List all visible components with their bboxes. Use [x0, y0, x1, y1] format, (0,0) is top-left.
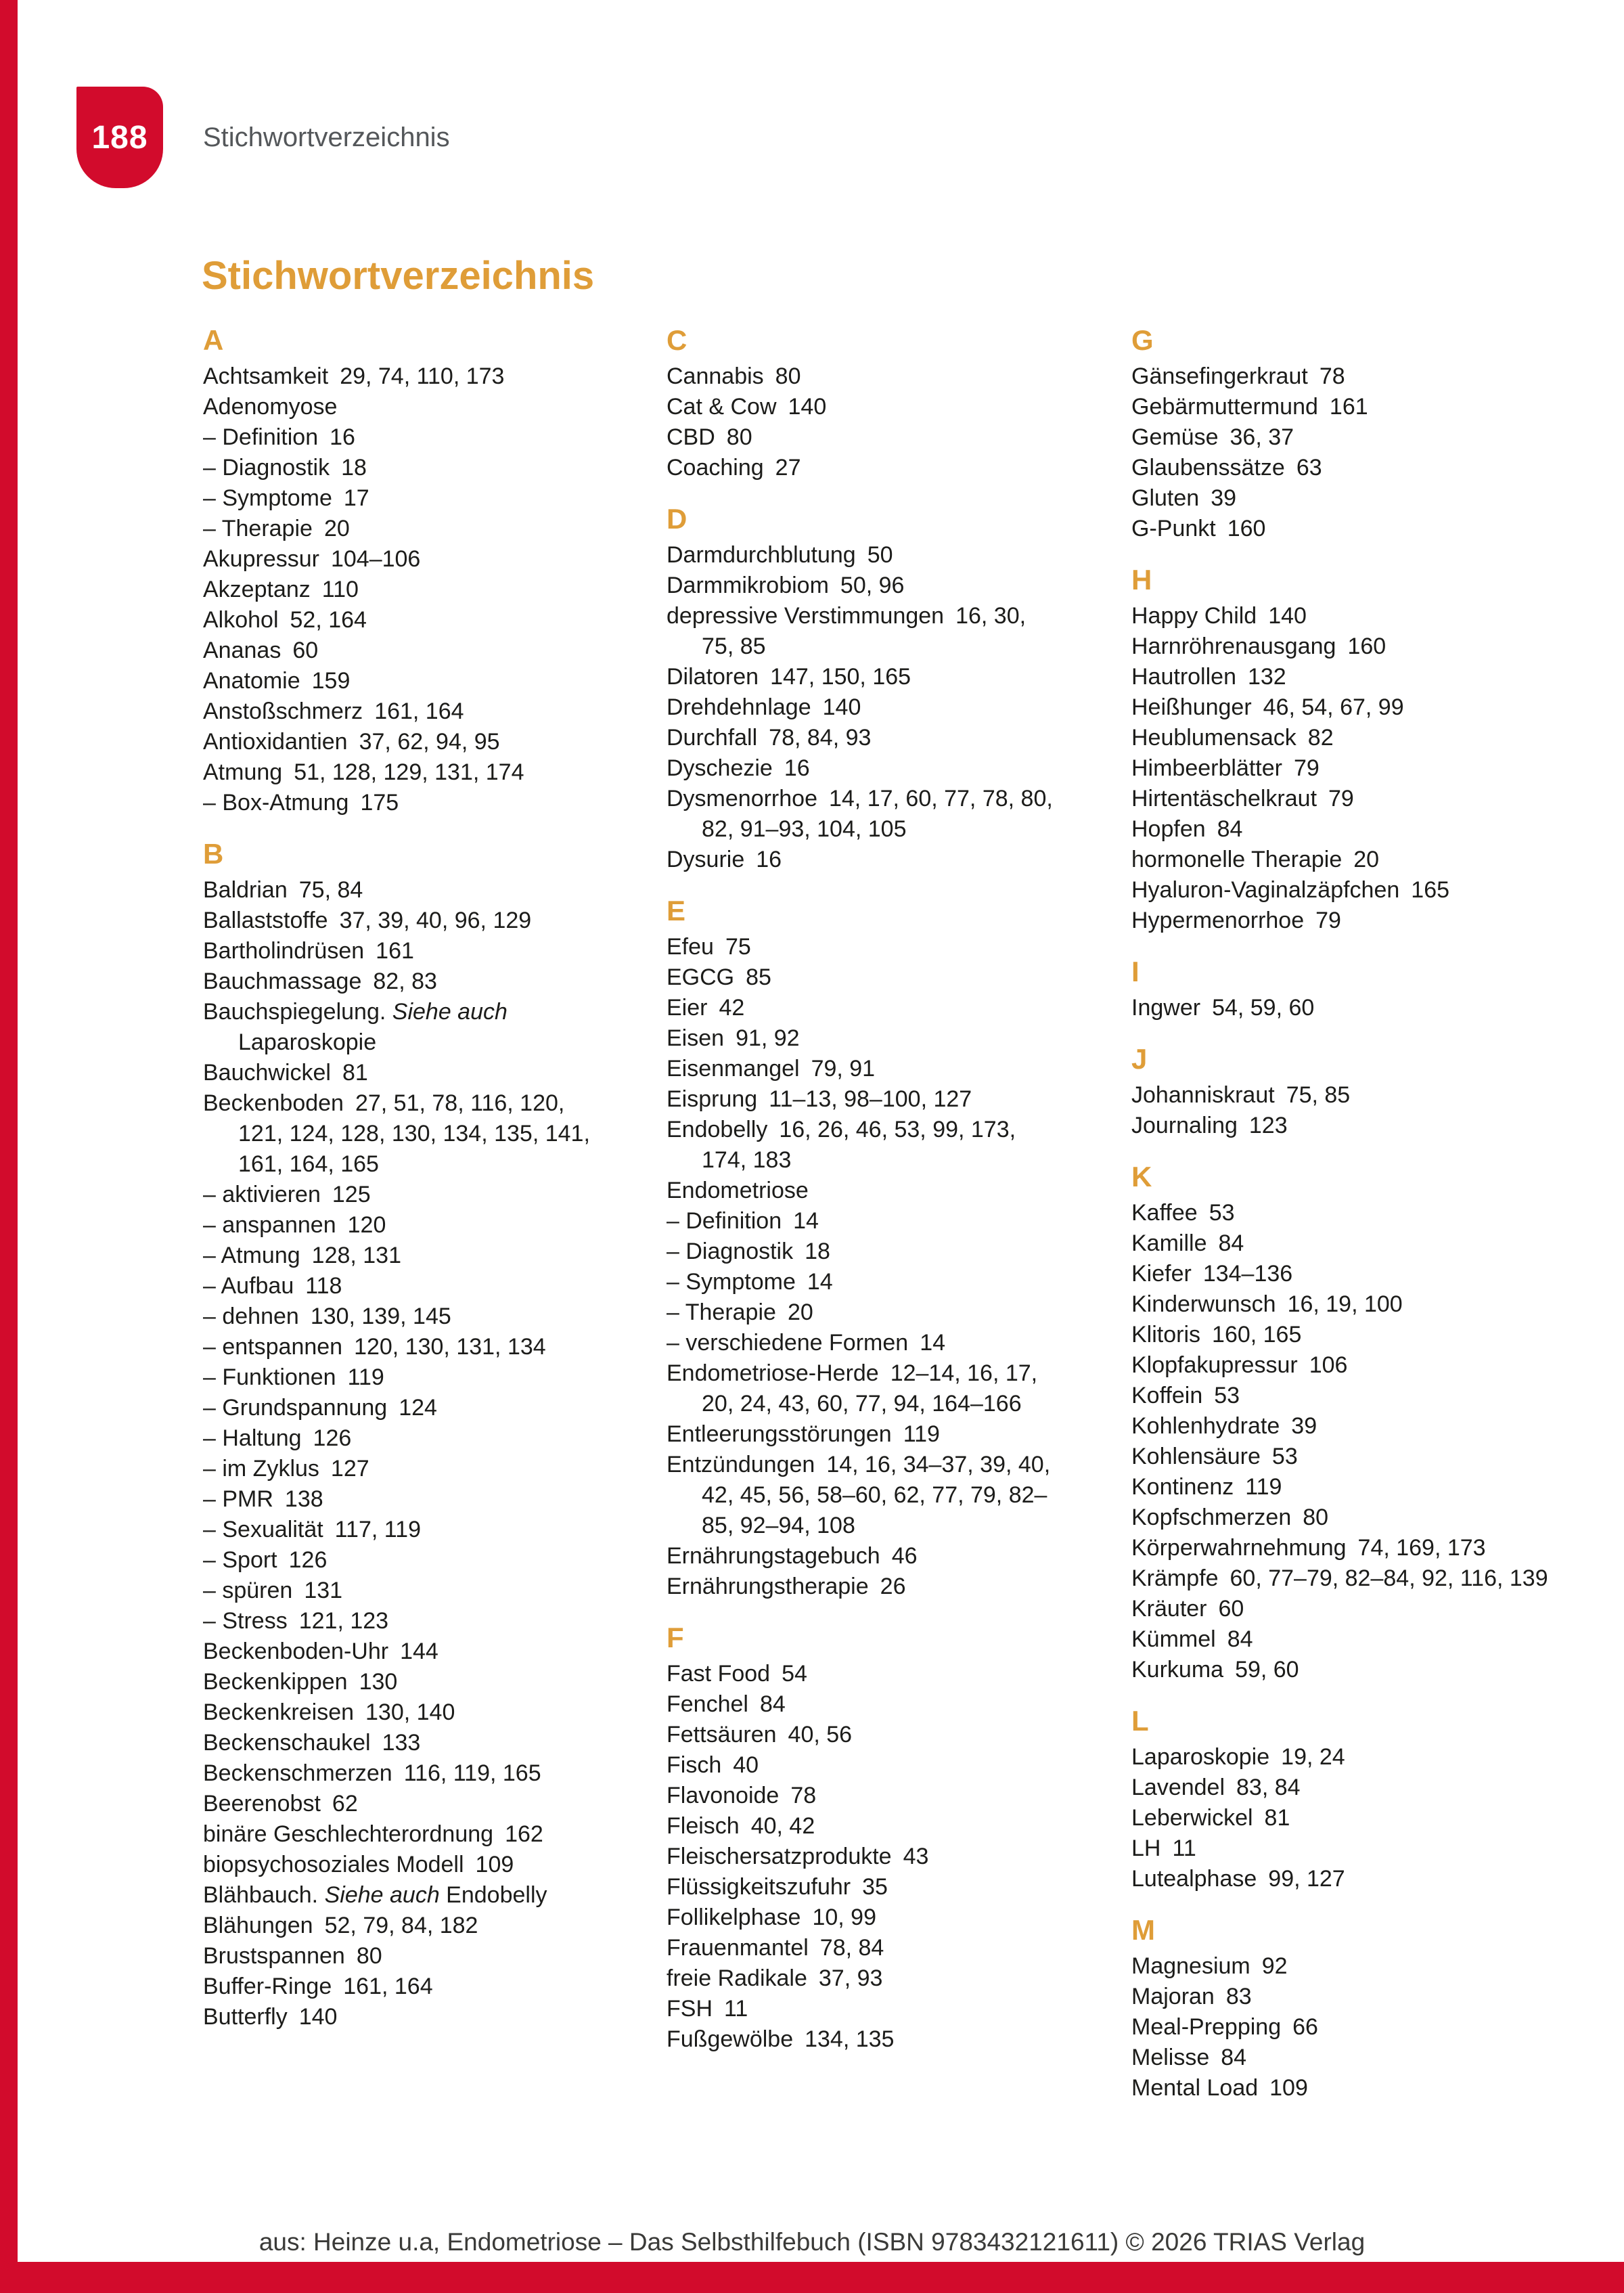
index-entry: hormonelle Therapie 20 [1131, 847, 1380, 872]
index-entry: Beckenschmerzen 116, 119, 165 [203, 1760, 541, 1786]
index-entry: Leberwickel 81 [1131, 1805, 1290, 1831]
index-entry: – anspannen 120 [203, 1212, 386, 1238]
index-entry: Beckenkippen 130 [203, 1669, 398, 1695]
index-entry: Eier 42 [667, 995, 745, 1021]
index-entry: EGCG 85 [667, 964, 771, 990]
index-entry: Heißhunger 46, 54, 67, 99 [1131, 694, 1404, 720]
index-section-f [667, 1621, 1062, 2055]
index-entry: Buffer-Ringe 161, 164 [203, 1974, 433, 1999]
index-entry: Laparoskopie 19, 24 [1131, 1744, 1345, 1770]
index-entry: freie Radikale 37, 93 [667, 1965, 883, 1991]
index-entry: Ingwer 54, 59, 60 [1131, 995, 1315, 1021]
index-entry: Kopfschmerzen 80 [1131, 1505, 1329, 1530]
index-entry: Kinderwunsch 16, 19, 100 [1131, 1291, 1403, 1317]
page-number-badge [76, 87, 163, 188]
index-entry: Gluten 39 [1131, 485, 1237, 511]
index-entry: Fettsäuren 40, 56 [667, 1722, 853, 1747]
running-head: Stichwortverzeichnis [203, 123, 450, 152]
index-entry: Ananas 60 [203, 638, 319, 663]
index-entry: – aktivieren 125 [203, 1182, 371, 1207]
index-entry: – Sexualität 117, 119 [203, 1517, 421, 1542]
index-entry: Follikelphase 10, 99 [667, 1905, 876, 1930]
page-number: 188 [91, 119, 148, 156]
index-entry: Alkohol 52, 164 [203, 607, 367, 633]
index-entry: – Diagnostik 18 [203, 455, 367, 481]
index-entry: Ballaststoffe 37, 39, 40, 96, 129 [203, 908, 532, 933]
index-entry: Drehdehnlage 140 [667, 694, 861, 720]
index-entry: Dysurie 16 [667, 847, 782, 872]
index-entry: Ernährungstagebuch 46 [667, 1543, 918, 1569]
index-section-e [667, 894, 1062, 1602]
index-entry: – entspannen 120, 130, 131, 134 [203, 1334, 546, 1360]
index-entry: Flüssigkeitszufuhr 35 [667, 1874, 888, 1900]
index-entry: FSH 11 [667, 1996, 748, 2022]
index-section-a [203, 324, 599, 818]
index-entry: Meal-Prepping 66 [1131, 2014, 1318, 2040]
section-letter: L [1131, 1705, 1149, 1737]
index-entry: Blähungen 52, 79, 84, 182 [203, 1913, 478, 1938]
index-entry: – Definition 16 [203, 424, 355, 450]
section-letter: K [1131, 1161, 1152, 1193]
index-entry: Klopfakupressur 106 [1131, 1352, 1348, 1378]
index-entry: Fenchel 84 [667, 1691, 786, 1717]
index-entry: Akupressur 104–106 [203, 546, 421, 572]
index-entry: Fast Food 54 [667, 1661, 807, 1687]
index-entry: Ernährungstherapie 26 [667, 1574, 906, 1599]
index-entry: – PMR 138 [203, 1486, 323, 1512]
section-letter: M [1131, 1914, 1155, 1946]
index-entry: Anstoßschmerz 161, 164 [203, 698, 464, 724]
index-entry: Glaubenssätze 63 [1131, 455, 1322, 481]
index-entry: Coaching 27 [667, 455, 801, 481]
bottom-accent-bar [0, 2262, 1624, 2293]
index-entry: Majoran 83 [1131, 1984, 1252, 2009]
index-entry: Himbeerblätter 79 [1131, 755, 1320, 781]
index-entry: Beckenboden-Uhr 144 [203, 1639, 438, 1664]
section-letter: I [1131, 956, 1140, 987]
section-letter: D [667, 503, 687, 535]
index-entry: Kaffee 53 [1131, 1200, 1235, 1226]
index-entry: Darmmikrobiom 50, 96 [667, 573, 905, 598]
index-column-3 [1131, 324, 1564, 2103]
index-section-g [1131, 324, 1564, 544]
index-entry: Blähbauch. Siehe auch Endobelly [203, 1882, 547, 1908]
index-entry: Eisen 91, 92 [667, 1025, 800, 1051]
index-entry: Beckenschaukel 133 [203, 1730, 421, 1756]
index-entry: – spüren 131 [203, 1578, 343, 1603]
index-entry: – Aufbau 118 [203, 1273, 342, 1299]
index-entry: Hyaluron-Vaginalzäpfchen 165 [1131, 877, 1450, 903]
index-section-i [1131, 955, 1564, 1023]
index-entry: Dilatoren 147, 150, 165 [667, 664, 911, 690]
left-accent-bar [0, 0, 18, 2293]
index-entry: Achtsamkeit 29, 74, 110, 173 [203, 363, 505, 389]
index-entry: Melisse 84 [1131, 2045, 1247, 2070]
index-entry: – Symptome 14 [667, 1269, 833, 1295]
index-section-m [1131, 1913, 1564, 2103]
index-entry: Flavonoide 78 [667, 1783, 817, 1808]
index-section-h [1131, 563, 1564, 936]
index-entry: Atmung 51, 128, 129, 131, 174 [203, 759, 524, 785]
index-entry: – Box-Atmung 175 [203, 790, 399, 816]
index-entry: Brustspannen 80 [203, 1943, 382, 1969]
index-entry: Lutealphase 99, 127 [1131, 1866, 1345, 1892]
index-entry: Efeu 75 [667, 934, 751, 960]
section-letter: H [1131, 564, 1152, 596]
index-entry: Kohlensäure 53 [1131, 1444, 1298, 1469]
index-entry: – Definition 14 [667, 1208, 819, 1234]
index-entry: Körperwahrnehmung 74, 169, 173 [1131, 1535, 1486, 1561]
index-entry: Fleisch 40, 42 [667, 1813, 815, 1839]
section-letter: J [1131, 1043, 1148, 1075]
index-entry: Kontinenz 119 [1131, 1474, 1282, 1500]
index-entry: Dysmenorrhoe 14, 17, 60, 77, 78, 80, 82, 91–93, 104, 105 [667, 786, 1053, 842]
index-section-d [667, 502, 1062, 875]
index-entry: Beckenboden 27, 51, 78, 116, 120, 121, 124, 128, 130, 134, 135, 141, 161, 164, 165 [203, 1090, 590, 1177]
index-entry: binäre Geschlechterordnung 162 [203, 1821, 543, 1847]
index-entry: Heublumensack 82 [1131, 725, 1334, 751]
index-entry: Endobelly 16, 26, 46, 53, 99, 173, 174, 183 [667, 1117, 1016, 1173]
index-entry: Frauenmantel 78, 84 [667, 1935, 884, 1961]
index-entry: Gänsefingerkraut 78 [1131, 363, 1345, 389]
index-entry: Entleerungsstörungen 119 [667, 1421, 940, 1447]
index-entry: Durchfall 78, 84, 93 [667, 725, 872, 751]
index-entry: Koffein 53 [1131, 1383, 1240, 1408]
index-entry: Entzündungen 14, 16, 34–37, 39, 40, 42, 45, 56, 58–60, 62, 77, 79, 82–85, 92–94, 108 [667, 1452, 1051, 1538]
index-entry: Endometriose [667, 1178, 809, 1203]
index-entry: Johanniskraut 75, 85 [1131, 1082, 1351, 1108]
index-column-2 [667, 324, 1062, 2055]
index-entry: Kiefer 134–136 [1131, 1261, 1293, 1287]
index-entry: Fußgewölbe 134, 135 [667, 2026, 895, 2052]
index-entry: Kohlenhydrate 39 [1131, 1413, 1317, 1439]
index-entry: G-Punkt 160 [1131, 516, 1266, 541]
section-letter: E [667, 895, 686, 927]
index-section-j [1131, 1042, 1564, 1141]
index-entry: Eisprung 11–13, 98–100, 127 [667, 1086, 972, 1112]
index-entry: Bartholindrüsen 161 [203, 938, 414, 964]
index-entry: Hirtentäschelkraut 79 [1131, 786, 1354, 811]
index-entry: – Haltung 126 [203, 1425, 352, 1451]
index-entry: – Stress 121, 123 [203, 1608, 389, 1634]
index-entry: Kurkuma 59, 60 [1131, 1657, 1299, 1683]
section-letter: G [1131, 324, 1154, 356]
index-entry: Butterfly 140 [203, 2004, 338, 2030]
index-section-l [1131, 1704, 1564, 1894]
index-entry: – im Zyklus 127 [203, 1456, 369, 1482]
index-entry: – Funktionen 119 [203, 1364, 384, 1390]
index-entry: Lavendel 83, 84 [1131, 1775, 1301, 1800]
index-entry: Adenomyose [203, 394, 338, 420]
section-letter: B [203, 838, 224, 870]
index-entry: Cannabis 80 [667, 363, 801, 389]
index-entry: Endometriose-Herde 12–14, 16, 17, 20, 24, 43, 60, 77, 94, 164–166 [667, 1360, 1038, 1417]
index-column-1 [203, 324, 599, 2032]
index-entry: Kamille 84 [1131, 1230, 1244, 1256]
index-entry: Bauchwickel 81 [203, 1060, 368, 1086]
index-entry: Cat & Cow 140 [667, 394, 827, 420]
index-entry: Mental Load 109 [1131, 2075, 1308, 2101]
index-entry: Fleischersatzprodukte 43 [667, 1844, 929, 1869]
index-entry: Harnröhrenausgang 160 [1131, 633, 1386, 659]
index-entry: biopsychosoziales Modell 109 [203, 1852, 514, 1877]
index-entry: – Symptome 17 [203, 485, 369, 511]
index-entry: Antioxidantien 37, 62, 94, 95 [203, 729, 500, 755]
index-entry: Hautrollen 132 [1131, 664, 1286, 690]
index-entry: – verschiedene Formen 14 [667, 1330, 946, 1356]
index-entry: Kümmel 84 [1131, 1626, 1253, 1652]
section-letter: C [667, 324, 687, 356]
index-entry: – Diagnostik 18 [667, 1239, 830, 1264]
index-entry: Klitoris 160, 165 [1131, 1322, 1302, 1348]
index-entry: Eisenmangel 79, 91 [667, 1056, 876, 1082]
index-entry: Fisch 40 [667, 1752, 759, 1778]
index-entry: Journaling 123 [1131, 1113, 1288, 1138]
index-section-k [1131, 1160, 1564, 1685]
index-entry: depressive Verstimmungen 16, 30, 75, 85 [667, 603, 1027, 659]
index-entry: Hopfen 84 [1131, 816, 1243, 842]
index-entry: Krämpfe 60, 77–79, 82–84, 92, 116, 139 [1131, 1565, 1548, 1591]
section-letter: A [203, 324, 224, 356]
index-entry: CBD 80 [667, 424, 752, 450]
index-section-c [667, 324, 1062, 483]
index-entry: – Therapie 20 [203, 516, 350, 541]
index-entry: – Grundspannung 124 [203, 1395, 437, 1421]
index-entry: Dyschezie 16 [667, 755, 810, 781]
index-entry: Darmdurchblutung 50 [667, 542, 893, 568]
footer-credit: aus: Heinze u.a, Endometriose – Das Selbsthilfebuch (ISBN 9783432121611) © 2026 TRIAS Verlag [258, 2228, 1366, 2256]
index-entry: Bauchmassage 82, 83 [203, 969, 437, 994]
index-entry: Beerenobst 62 [203, 1791, 358, 1817]
index-entry: Kräuter 60 [1131, 1596, 1244, 1622]
page-title: Stichwortverzeichnis [202, 254, 595, 298]
index-section-b [203, 837, 599, 2032]
index-entry: LH 11 [1131, 1835, 1196, 1861]
index-entry: Anatomie 159 [203, 668, 351, 694]
index-entry: Akzeptanz 110 [203, 577, 359, 602]
index-entry: Hypermenorrhoe 79 [1131, 908, 1341, 933]
index-entry: Bauchspiegelung. Siehe auch Laparoskopie [203, 999, 508, 1055]
section-letter: F [667, 1622, 684, 1653]
index-entry: Gemüse 36, 37 [1131, 424, 1294, 450]
index-entry: – Sport 126 [203, 1547, 328, 1573]
index-entry: Happy Child 140 [1131, 603, 1307, 629]
index-entry: Beckenkreisen 130, 140 [203, 1699, 455, 1725]
index-entry: Magnesium 92 [1131, 1953, 1288, 1979]
index-entry: Baldrian 75, 84 [203, 877, 363, 903]
index-entry: – Therapie 20 [667, 1299, 813, 1325]
index-entry: – dehnen 130, 139, 145 [203, 1304, 451, 1329]
index-entry: – Atmung 128, 131 [203, 1243, 402, 1268]
index-entry: Gebärmuttermund 161 [1131, 394, 1368, 420]
